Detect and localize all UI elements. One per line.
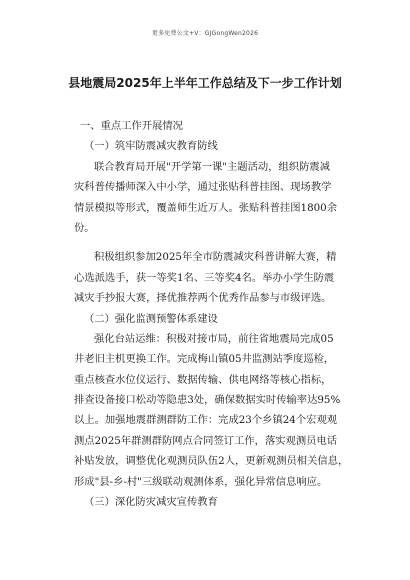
paragraph-line: 形成"县-乡-村"三级联动观测体系，强化异常信息响应。	[74, 475, 328, 488]
paragraph-line: 联合教育局开展"开学第一课"主题活动，组织防震减	[94, 160, 331, 173]
paragraph-line: 灾科普传播师深入中小学，通过张贴科普挂图、现场教学	[74, 181, 332, 194]
paragraph-line: 排查设备接口松动等隐患3处，确保数据实时传输率达95%	[74, 394, 341, 407]
paragraph-line: 情景模拟等形式，覆盖师生近万人。张贴科普挂图1800余	[74, 201, 338, 214]
subsection-heading: （二）强化监测预警体系建设	[84, 312, 218, 325]
subsection-heading: （三）深化防灾减灾宣传教育	[84, 496, 218, 509]
paragraph-line: 减灾手抄报大赛，择优推荐两个优秀作品参与市级评选。	[74, 292, 332, 305]
paragraph-line: 补贴发放，调整优化观测员队伍2人，更新观测员相关信息，	[74, 455, 349, 468]
document-body	[74, 116, 349, 512]
paragraph-line: 心选派选手，获一等奖1名、三等奖4名。举办小学生防震	[74, 271, 335, 284]
watermark-text: 更多免费公文+V：GJGongWen2026	[151, 30, 259, 37]
paragraph-line: 井老旧主机更换工作。完成梅山镇05井监测站季度巡检，	[74, 353, 335, 366]
subsection-heading: （一）筑牢防震减灾教育防线	[84, 140, 218, 153]
paragraph-line: 重点核查水位仪运行、数据传输、供电网络等核心指标，	[74, 373, 332, 386]
document-title: 县地震局2025年上半年工作总结及下一步工作计划	[68, 76, 342, 90]
paragraph-line: 以上。加强地震群测群防工作：完成23个乡镇24个宏观观	[74, 414, 338, 427]
paragraph-line: 测点2025年群测群防网点合同签订工作，落实观测员电话	[74, 434, 338, 447]
section-heading: 一、重点工作开展情况	[80, 120, 183, 132]
paragraph-line: 强化台站运维：积极对接市局，前往省地震局完成05	[94, 332, 334, 345]
paragraph-line: 积极组织参加2025年全市防震减灾科普讲解大赛，精	[94, 251, 337, 264]
paragraph-line: 份。	[74, 221, 95, 234]
